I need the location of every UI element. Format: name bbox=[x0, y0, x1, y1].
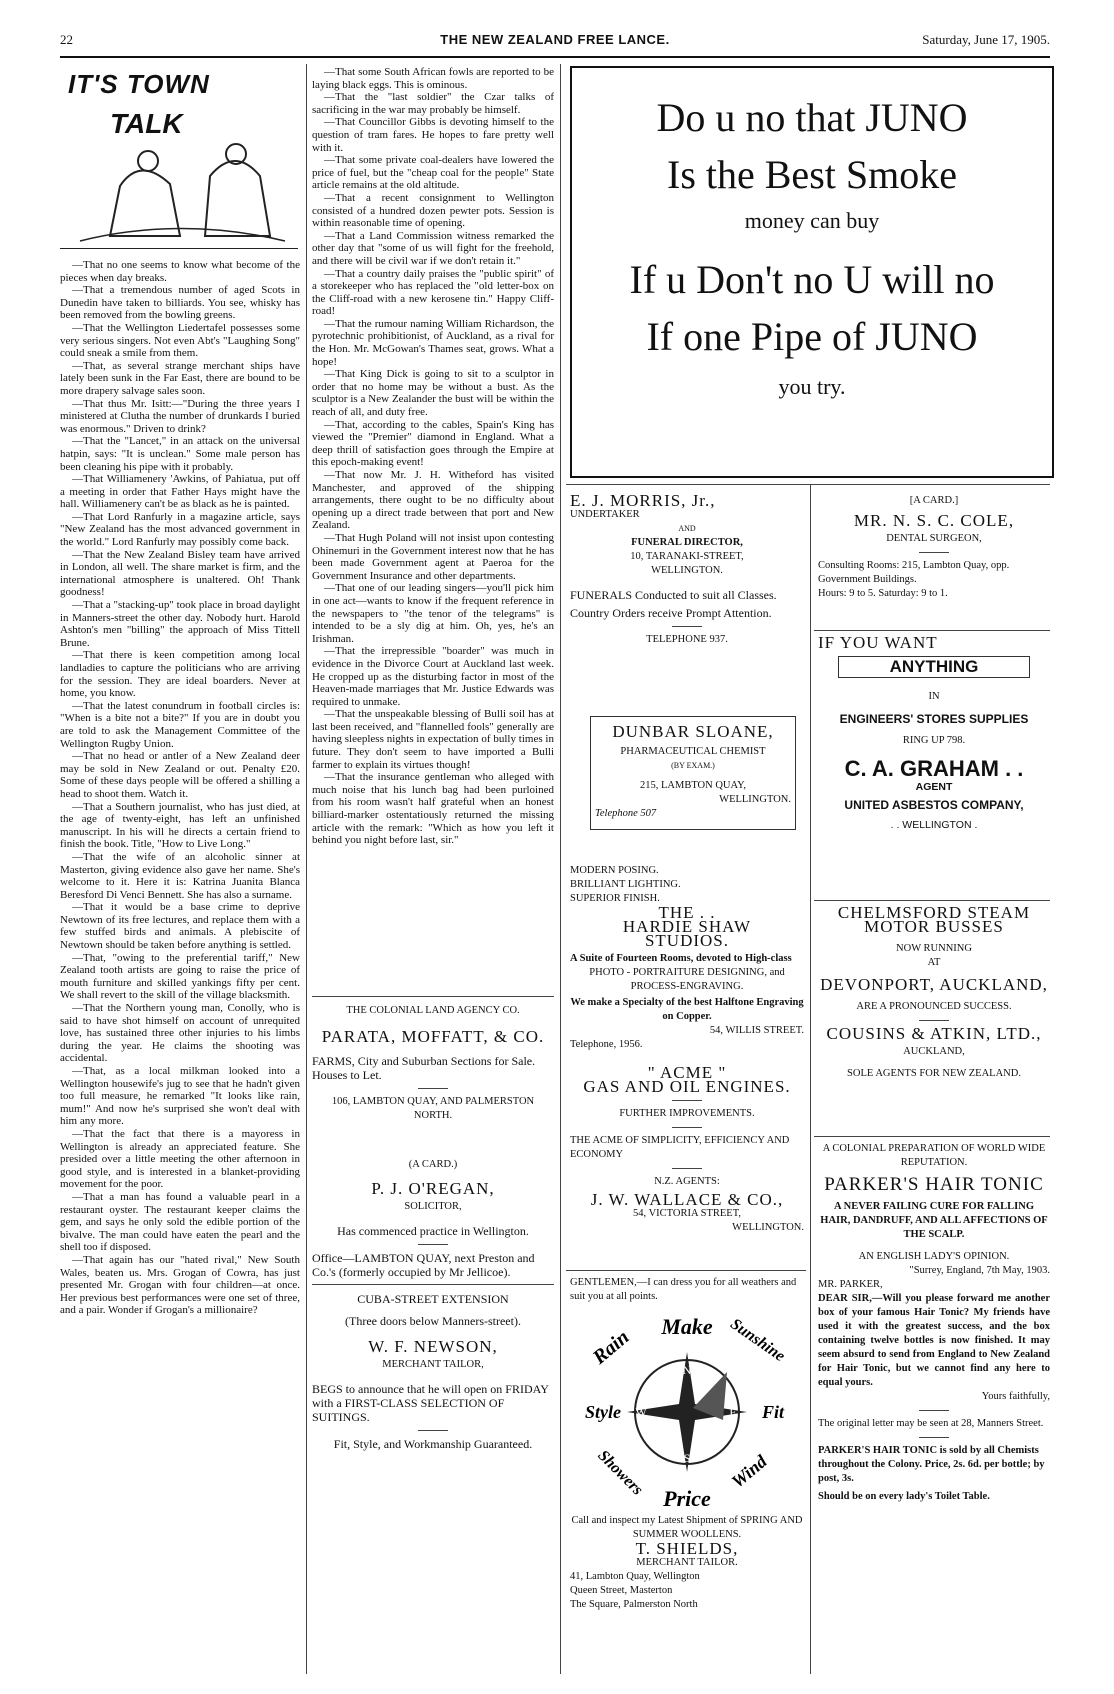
acme-engines-ad bbox=[570, 1063, 804, 1235]
juno-line-1: Do u no that JUNO bbox=[656, 95, 968, 140]
graham-anything: ANYTHING bbox=[838, 656, 1030, 678]
hardie-tag-2: BRILLIANT LIGHTING. bbox=[570, 879, 681, 890]
paragraph: —That the fact that there is a mayoress in Wellington is already an appreciated feature. She presided over a little meeting the other afternoon in good style, and is interested in a blanket-providing movement for the poor. bbox=[60, 1127, 300, 1191]
chelmsford-city: AUCKLAND, bbox=[903, 1046, 965, 1057]
parker-name: PARKER'S HAIR TONIC bbox=[824, 1174, 1044, 1195]
shields-address-3: The Square, Palmerston North bbox=[570, 1599, 698, 1610]
divider bbox=[672, 1168, 702, 1169]
divider bbox=[566, 1270, 806, 1271]
juno-line-6: you try. bbox=[778, 374, 846, 399]
shields-name: T. SHIELDS, bbox=[635, 1539, 739, 1558]
column-rule bbox=[306, 64, 307, 1674]
compass-showers: Showers bbox=[594, 1446, 647, 1499]
dentist-title: DENTAL SURGEON, bbox=[886, 533, 982, 544]
graham-company: UNITED ASBESTOS COMPANY, bbox=[844, 798, 1024, 812]
paragraph: —That Councillor Gibbs is devoting himself to the question of tram fares. He hopes to fare pretty well with it. bbox=[312, 116, 554, 154]
page-number: 22 bbox=[60, 32, 73, 47]
agency-body: FARMS, City and Suburban Sections for Sale. Houses to Let. bbox=[312, 1054, 536, 1082]
studio-body: A Suite of Fourteen Rooms, devoted to High-class bbox=[570, 953, 792, 964]
divider bbox=[814, 900, 1050, 901]
solicitor-name: P. J. O'REGAN, bbox=[371, 1179, 495, 1198]
juno-line-3: money can buy bbox=[744, 208, 880, 233]
logo-line-1: IT'S TOWN bbox=[68, 69, 210, 99]
acme-address: 54, VICTORIA STREET, bbox=[633, 1208, 741, 1219]
graham-agent: AGENT bbox=[915, 781, 953, 793]
dentist-name: MR. N. S. C. COLE, bbox=[853, 511, 1015, 530]
juno-line-2: Is the Best Smoke bbox=[667, 152, 957, 197]
acme-name: " ACME " bbox=[647, 1063, 727, 1082]
column-rule bbox=[560, 64, 561, 1674]
funeral-director: FUNERAL DIRECTOR, bbox=[631, 537, 743, 548]
chelmsford-agents: COUSINS & ATKIN, LTD., bbox=[826, 1024, 1042, 1043]
juno-tobacco-ad bbox=[570, 66, 1054, 478]
shields-call: Call and inspect my Latest Shipment of SPRING AND SUMMER WOOLLENS. bbox=[571, 1515, 803, 1540]
card-label: (A CARD.) bbox=[408, 1159, 458, 1170]
paragraph: —That again has our "hated rival," New South Wales, beaten us. Mrs. Grogan of Cowra, has just presented Mr. Grogan with four children—at once. Her previous best performances were one set of three, and a pair. Wonder if Grogan's a millionaire? bbox=[60, 1253, 300, 1317]
chelmsford-name-2: MOTOR BUSSES bbox=[864, 917, 1004, 936]
colonial-land-agency-ad bbox=[312, 1004, 554, 1123]
graham-name: C. A. GRAHAM . . bbox=[844, 756, 1024, 781]
newspaper-title: THE NEW ZEALAND FREE LANCE. bbox=[440, 32, 670, 47]
paragraph: —That the insurance gentleman who alleged with much noise that his lunch bag had been purloined from his room wasn't half grateful when an honest billiard-marker ostentatiously returned the missing article with the remark: "Which as how you left it behind you night before last, sir." bbox=[312, 771, 554, 847]
compass-e: E bbox=[729, 1405, 737, 1419]
paragraph: —That the irrepressible "boarder" was much in evidence in the Divorce Court at Auckland last week. He cropped up as the disturbing factor in most of the Heaven-made marriages that Mr. Justice Edwards was required to unmake. bbox=[312, 645, 554, 708]
divider bbox=[919, 1020, 949, 1021]
parker-opinion: AN ENGLISH LADY'S OPINION. bbox=[858, 1251, 1010, 1262]
graham-ring: RING UP 798. bbox=[902, 735, 966, 746]
divider bbox=[672, 626, 702, 627]
chelmsford-place: DEVONPORT, AUCKLAND, bbox=[820, 975, 1048, 994]
parker-top: A COLONIAL PREPARATION OF WORLD WIDE REPUTATION. bbox=[822, 1143, 1046, 1168]
undertaker-address: 10, TARANAKI-STREET, bbox=[630, 551, 744, 562]
paragraph: —That there is keen competition among local landladies to capture the politicians who are arriving for the session. They are ideal boarders. Never at home, you know. bbox=[60, 649, 300, 700]
sloane-chemist-ad bbox=[590, 716, 796, 830]
paragraph: —That the wife of an alcoholic sinner at Masterton, giving evidence also gave her name. She's welcome to it. Here it is: Katrina Juanita Blanca Beresford Di Venci Bennett. She has also a surname. bbox=[60, 850, 300, 901]
newson-directions: (Three doors below Manners-street). bbox=[345, 1314, 521, 1328]
issue-date: Saturday, June 17, 1905. bbox=[922, 32, 1050, 47]
studio-name-2: HARDIE SHAW bbox=[622, 917, 752, 936]
divider bbox=[312, 1284, 554, 1285]
acme-agents-label: N.Z. AGENTS: bbox=[654, 1176, 720, 1187]
graham-ad bbox=[818, 633, 1050, 832]
compass-rain: Rain bbox=[588, 1326, 634, 1369]
paragraph: —That the latest conundrum in football circles is: "When is a bite not a bite?" If you are in doubt you are told to ask the Management Committee of the Wellington Rugby Union. bbox=[60, 699, 300, 750]
divider bbox=[814, 1136, 1050, 1137]
agency-heading: THE COLONIAL LAND AGENCY CO. bbox=[346, 1005, 520, 1016]
paragraph: —That it would be a base crime to deprive Newtown of its free lectures, and replace them with a few stuffed birds and animals. A plebiscite of Newtown should be taken before anything is settled. bbox=[60, 901, 300, 952]
paragraph: —That a tremendous number of aged Scots in Dunedin have taken to billiards. You see, whisky has been removed from the bowling greens. bbox=[60, 284, 300, 322]
paragraph: —That now Mr. J. H. Witheford has visited Manchester, and approved of the shipping arrangements, there ought to be no difficulty about opening up a direct trade between that port and New Zealand. bbox=[312, 469, 554, 532]
studio-address: 54, WILLIS STREET. bbox=[709, 1025, 804, 1036]
parker-seen: The original letter may be seen at 28, Manners Street. bbox=[818, 1418, 1044, 1429]
undertaker-body-2: Country Orders receive Prompt Attention. bbox=[570, 606, 772, 620]
solicitor-title: SOLICITOR, bbox=[404, 1201, 462, 1212]
chemist-name: DUNBAR SLOANE, bbox=[612, 722, 774, 741]
paragraph: —That no one seems to know what become of the pieces when day breaks. bbox=[60, 259, 300, 284]
divider bbox=[566, 484, 1050, 485]
divider bbox=[418, 1244, 448, 1245]
acme-city: WELLINGTON. bbox=[732, 1222, 804, 1233]
chemist-phone: Telephone 507 bbox=[595, 808, 657, 819]
paragraph: —That the Wellington Liedertafel possesses some very serious singers. Not even Abt's "Laughing Song" could sneak a smile from them. bbox=[60, 321, 300, 360]
studio-phone: Telephone, 1956. bbox=[570, 1039, 643, 1050]
shields-address-2: Queen Street, Masterton bbox=[570, 1585, 673, 1596]
paragraph: —That the "last soldier" the Czar talks of sacrificing in the war may probably be himself. bbox=[312, 91, 554, 116]
parker-cure: A NEVER FAILING CURE FOR FALLING HAIR, DANDRUFF, AND ALL AFFECTIONS OF THE SCALP. bbox=[820, 1201, 1048, 1240]
paragraph: —That the New Zealand Bisley team have arrived in London, all well. The share market is firm, and the international atmosphere is unaltered. Oh! Thank goodness! bbox=[60, 548, 300, 599]
solicitor-text: Has commenced practice in Wellington. bbox=[337, 1224, 529, 1238]
juno-line-4: If u Don't no U will no bbox=[629, 257, 995, 302]
dentist-rooms: Consulting Rooms: 215, Lambton Quay, opp. Government Buildings. bbox=[818, 560, 1010, 585]
dentist-hours: Hours: 9 to 5. Saturday: 9 to 1. bbox=[818, 588, 948, 599]
compass-wind: Wind bbox=[727, 1451, 771, 1492]
chemist-exam: (BY EXAM.) bbox=[671, 761, 715, 770]
compass-s: S bbox=[683, 1451, 691, 1465]
parkers-hair-tonic-ad bbox=[818, 1142, 1050, 1504]
cole-dentist-card bbox=[818, 494, 1050, 601]
divider bbox=[418, 1088, 448, 1089]
logo-line-2: TALK bbox=[110, 108, 183, 139]
compass-style: Style bbox=[585, 1402, 621, 1422]
column-town-talk-2 bbox=[312, 66, 554, 847]
tailor-title: MERCHANT TAILOR, bbox=[382, 1359, 484, 1370]
tailor-footer: Fit, Style, and Workmanship Guaranteed. bbox=[333, 1437, 533, 1451]
paragraph: —That no head or antler of a New Zealand deer may be sold in New Zealand or out. Penalty £20. Some of these days people will be offered a shilling a head to shoot them. Watch it. bbox=[60, 750, 300, 800]
chelmsford-name: CHELMSFORD STEAM bbox=[837, 903, 1031, 922]
chelmsford-at: AT bbox=[927, 957, 941, 968]
and-word: AND bbox=[678, 524, 696, 533]
chelmsford-success: ARE A PRONOUNCED SUCCESS. bbox=[856, 1001, 1012, 1012]
compass-sunshine: Sunshine bbox=[727, 1315, 788, 1366]
paragraph: —That some South African fowls are reported to be laying black eggs. This is ominous. bbox=[312, 66, 554, 91]
chemist-address: 215, LAMBTON QUAY, bbox=[640, 780, 746, 791]
graham-if: IF YOU WANT bbox=[818, 633, 938, 652]
graham-supplies: ENGINEERS' STORES SUPPLIES bbox=[839, 712, 1029, 726]
masthead bbox=[60, 30, 1050, 58]
compass-w: W bbox=[635, 1405, 647, 1419]
paragraph: —That a man has found a valuable pearl in a restaurant oyster. The restaurant keeper claims the gem, and says he only sold the edible portion of the bivalve. The man could have eaten the pearl and the shell too if disposed. bbox=[60, 1190, 300, 1254]
parker-salute: MR. PARKER, bbox=[818, 1279, 883, 1290]
paragraph: —That the Northern young man, Conolly, who is said to have shot himself on account of unrequited love, has sustained three other injuries to his limbs during the year. He claims the shooting was accidental. bbox=[60, 1002, 300, 1065]
divider bbox=[919, 1437, 949, 1438]
paragraph: —That the rumour naming William Richardson, the pyrotechnic prohibitionist, of Auckland, as a rival for the Hon. Mr. McGowan's Thames seat, grows. What a hope! bbox=[312, 317, 554, 368]
paragraph: —That a Land Commission witness remarked the other day that "some of us will fight for the freehold, and there will be civil war if we don't retain it." bbox=[312, 229, 554, 267]
paragraph: —That the "Lancet," in an attack on the universal hatpin, says: "It is unclean." Some male person has been cleaning his pipe with it probably. bbox=[60, 435, 300, 473]
hardie-shaw-ad bbox=[570, 864, 804, 1052]
paragraph: —That the unspeakable blessing of Bulli soil has at last been received, and "flannelled fools" generally are having sleepless nights in expectation of bully times in future. They don't seem to have imported a Bulli farmer to explain its virtues though! bbox=[312, 708, 554, 771]
paragraph: —That Williamenery 'Awkins, of Pahiatua, put off a meeting in order that Father Hays might have the hall. Williamenery can't be as black as he is painted. bbox=[60, 473, 300, 511]
oregan-card bbox=[312, 1158, 554, 1279]
parker-sign: Yours faithfully, bbox=[981, 1391, 1050, 1402]
paragraph: —That thus Mr. Isitt:—"During the three years I ministered at Clutha the number of drunkards I buried was enormous." Driven to drink? bbox=[60, 397, 300, 435]
tailor-announcement: BEGS to announce that he will open on FRIDAY with a FIRST-CLASS SELECTION OF SUITINGS. bbox=[312, 1382, 549, 1424]
hardie-tag-3: SUPERIOR FINISH. bbox=[570, 893, 660, 904]
agency-firm-name: PARATA, MOFFATT, & CO. bbox=[321, 1027, 545, 1046]
acme-title: GAS AND OIL ENGINES. bbox=[583, 1077, 791, 1096]
studio-specialty: We make a Specialty of the best Halftone Engraving on Copper. bbox=[570, 997, 804, 1022]
shields-address-1: 41, Lambton Quay, Wellington bbox=[570, 1571, 700, 1582]
column-town-talk-1 bbox=[60, 66, 300, 1317]
undertaker-phone: TELEPHONE 937. bbox=[646, 634, 728, 645]
graham-in: IN bbox=[928, 691, 940, 702]
parker-dateline: "Surrey, England, 7th May, 1903. bbox=[909, 1265, 1050, 1276]
divider bbox=[919, 552, 949, 553]
paragraph: —That Lord Ranfurly in a magazine article, says "New Zealand has the most advanced government in the world." Lord Ranfurly may possibly come back. bbox=[60, 510, 300, 549]
shields-tailor-ad bbox=[570, 1276, 804, 1612]
divider bbox=[312, 996, 554, 997]
undertaker-city: WELLINGTON. bbox=[651, 565, 723, 576]
chelmsford-sole: SOLE AGENTS FOR NEW ZEALAND. bbox=[847, 1068, 1021, 1079]
newson-ad bbox=[312, 1292, 554, 1451]
hardie-tag-1: MODERN POSING. bbox=[570, 865, 659, 876]
paragraph: —That, as a local milkman looked into a Wellington housewife's jug to see that he hadn't given too full measure, he remarked "It looks like rain, mum!" And now he's surprised she won't deal with him any more. bbox=[60, 1065, 300, 1128]
tailor-name: W. F. NEWSON, bbox=[368, 1337, 498, 1356]
compass-price: Price bbox=[663, 1486, 711, 1511]
chemist-city: WELLINGTON. bbox=[719, 794, 791, 805]
acme-sub: FURTHER IMPROVEMENTS. bbox=[619, 1108, 755, 1119]
studio-services: PHOTO - PORTRAITURE DESIGNING, and PROCESS-ENGRAVING. bbox=[589, 967, 785, 992]
compass-fit: Fit bbox=[761, 1402, 785, 1422]
divider bbox=[672, 1127, 702, 1128]
shields-title: MERCHANT TAILOR. bbox=[636, 1557, 738, 1568]
divider bbox=[672, 1100, 702, 1101]
weather-compass-illustration bbox=[577, 1304, 797, 1514]
solicitor-office: Office—LAMBTON QUAY, next Preston and Co.'s (formerly occupied by Mr Jellicoe). bbox=[312, 1251, 535, 1279]
paragraph: —That a recent consignment to Wellington consisted of a hundred dozen pewter pots. Session is within reasonable time of opening. bbox=[312, 191, 554, 230]
paragraph: —That one of our leading singers—you'll pick him in one act—wants to know if the frequent reference in the newspapers to "the tenor of the telegrams" is intended to be a sly dig at him. Oh, yes, he's an Irishman. bbox=[312, 582, 554, 645]
acme-agent-name: J. W. WALLACE & CO., bbox=[590, 1190, 784, 1209]
chelmsford-ad bbox=[818, 903, 1050, 1081]
paragraph: —That, according to the cables, Spain's King has viewed the "Premier" diamond in England. What a deep thrill of satisfaction goes through the Empire at this epoch-making event! bbox=[312, 418, 554, 469]
paragraph: —That, "owing to the preferential tariff," New Zealand tooth artists are going to raise the price of mouth furniture and skilled yankings fifty per cent. We shall revert to the skill of the village blacksmith. bbox=[60, 951, 300, 1002]
chelmsford-running: NOW RUNNING bbox=[896, 943, 972, 954]
acme-body: THE ACME OF SIMPLICITY, EFFICIENCY AND ECONOMY bbox=[570, 1135, 790, 1160]
column-rule bbox=[810, 484, 811, 1674]
graham-city: . . WELLINGTON . bbox=[890, 819, 978, 831]
chemist-title: PHARMACEUTICAL CHEMIST bbox=[620, 746, 766, 757]
paragraph: —That, as several strange merchant ships have lately been sunk in the Far East, there are bound to be more drapery salvage sales soon. bbox=[60, 359, 300, 397]
agency-address: 106, LAMBTON QUAY, AND PALMERSTON NORTH. bbox=[331, 1096, 535, 1121]
paragraph: —That a country daily praises the "public spirit" of a storekeeper who has replaced the "old letter-box on the Cliff-road with a new kerosene tin." Happy Cliff-road! bbox=[312, 267, 554, 318]
morris-undertaker-ad bbox=[570, 491, 804, 647]
paragraph: —That King Dick is going to sit to a sculptor in order that no home may be without a bust. As the sculptor is a New Zealander the bust will be within the reach of all, and duty free. bbox=[312, 368, 554, 419]
newson-location: CUBA-STREET EXTENSION bbox=[357, 1292, 509, 1306]
compass-make: Make bbox=[661, 1314, 713, 1339]
divider bbox=[919, 1410, 949, 1411]
undertaker-title: UNDERTAKER bbox=[570, 509, 640, 520]
paragraph: —That a Southern journalist, who has just died, at the age of twenty-eight, has left an unfinished manuscript. In his will he directs a certain friend to finish the book. Title, "How to Live Long." bbox=[60, 800, 300, 851]
card-label: [A CARD.] bbox=[909, 495, 959, 506]
parker-letter: DEAR SIR,—Will you please forward me another box of your famous Hair Tonic? My friends have used it with the greatest success, and the box containing twelve bottles is now finished. It may seem absurd to send from England to New Zealand for Hair Tonic, but we cannot find any here to equal yours. bbox=[818, 1293, 1050, 1388]
juno-line-5: If one Pipe of JUNO bbox=[646, 314, 978, 359]
paragraph: —That Hugh Poland will not insist upon contesting Ohinemuri in the Government interest now that he has been made Government agent at Paeroa for the Government Insurance and other departments. bbox=[312, 531, 554, 582]
studio-name-3: STUDIOS. bbox=[644, 931, 730, 950]
studio-name-1: THE . . bbox=[658, 903, 716, 922]
paragraph: —That a "stacking-up" took place in broad daylight in Manners-street the other day. Nobody hurt. Harold Ashton's men "billing" the approach of Miss Tittell Brune. bbox=[60, 599, 301, 649]
parker-table: Should be on every lady's Toilet Table. bbox=[818, 1491, 990, 1502]
town-talk-logo bbox=[60, 66, 298, 249]
divider bbox=[418, 1430, 448, 1431]
shields-intro: GENTLEMEN,—I can dress you for all weathers and suit you at all points. bbox=[570, 1277, 797, 1302]
divider bbox=[814, 630, 1050, 631]
paragraph: —That some private coal-dealers have lowered the price of fuel, but the "cheap coal for the people" State article remains at the old altitude. bbox=[312, 154, 554, 192]
undertaker-body: FUNERALS Conducted to suit all Classes. bbox=[570, 588, 777, 602]
compass-n: N bbox=[682, 1363, 692, 1377]
undertaker-name: E. J. MORRIS, Jr., bbox=[570, 491, 716, 510]
parker-sold: PARKER'S HAIR TONIC is sold by all Chemists throughout the Colony. Price, 2s. 6d. per bottle; by post, 3s. bbox=[818, 1445, 1045, 1484]
